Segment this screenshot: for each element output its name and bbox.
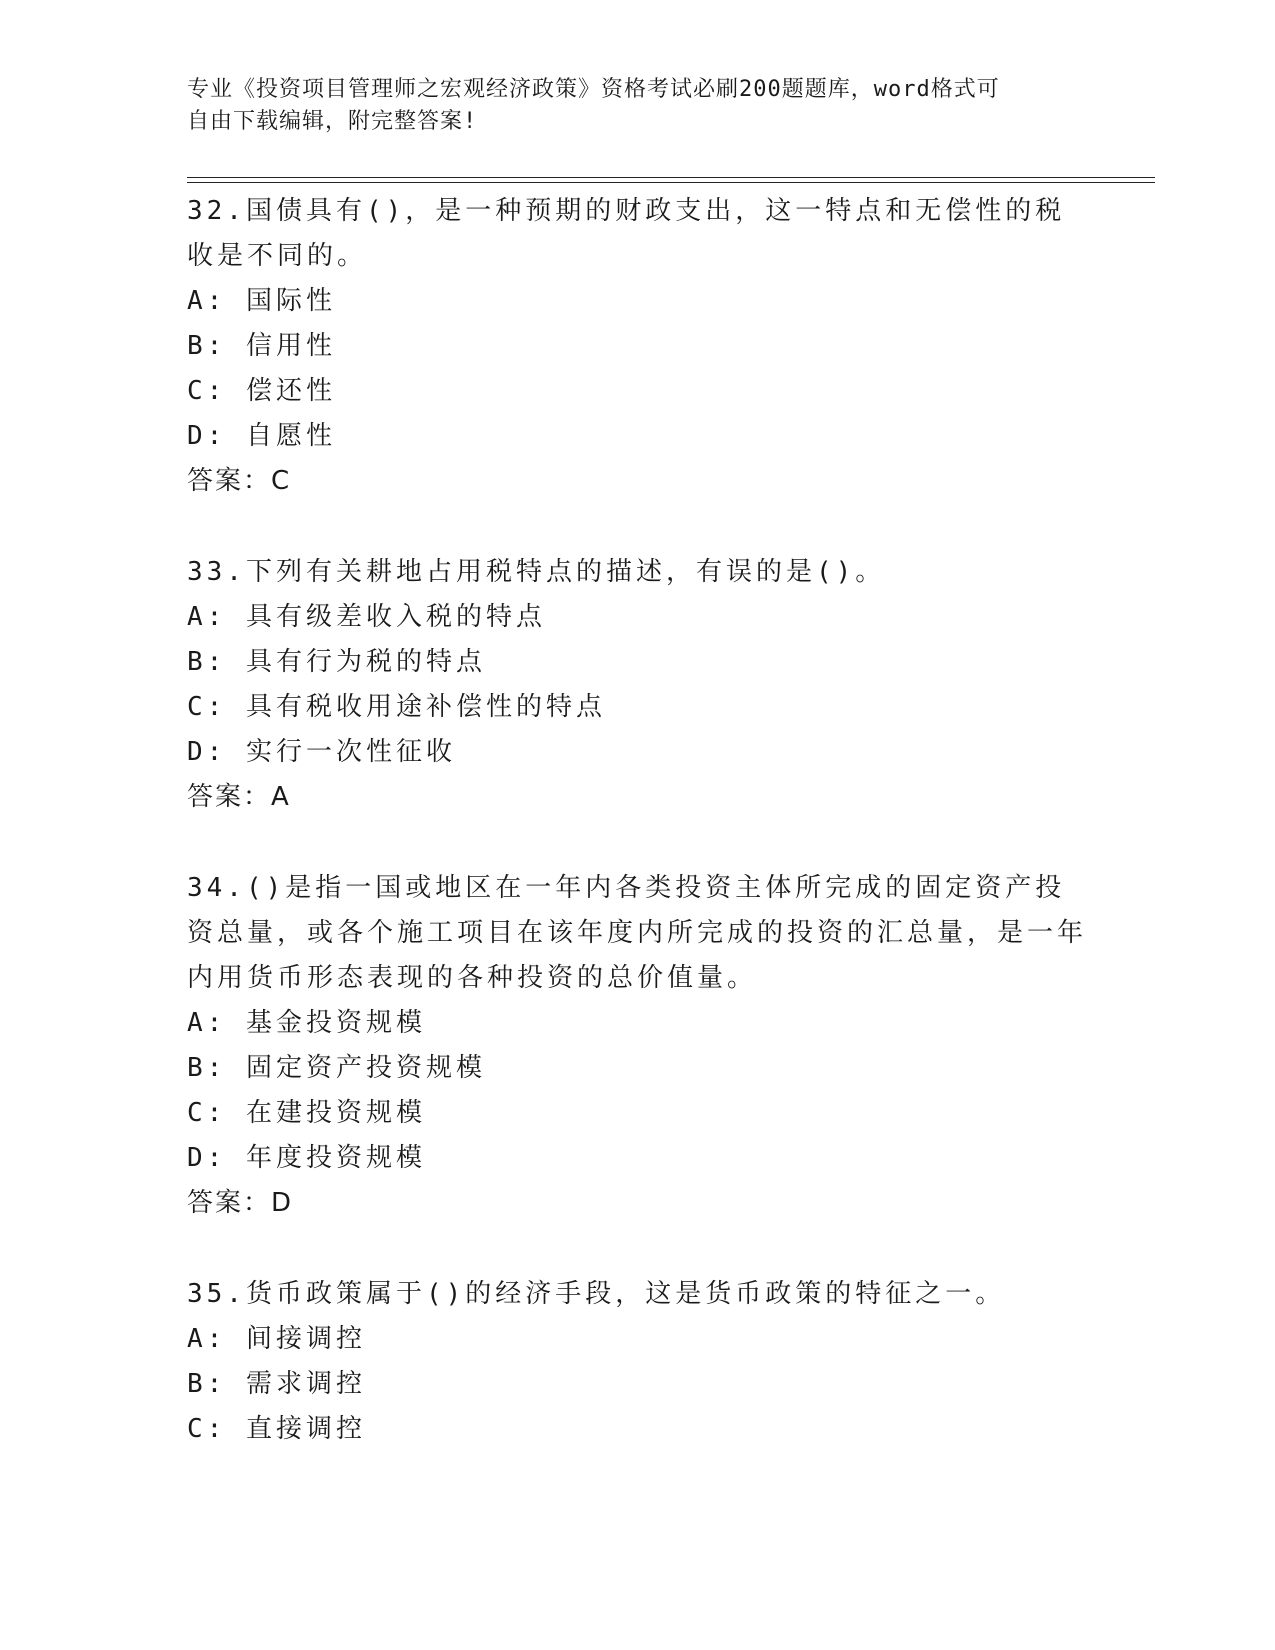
question-list xyxy=(187,189,1087,1498)
header-title-line-1: 专业《投资项目管理师之宏观经济政策》资格考试必刷200题题库，word格式可 xyxy=(187,77,1000,102)
option-a: A: 具有级差收入税的特点 xyxy=(187,602,546,632)
header-title-line-2: 自由下载编辑，附完整答案! xyxy=(187,109,478,134)
option-b: B: 具有行为税的特点 xyxy=(187,647,486,677)
document-header xyxy=(187,74,1067,138)
option-a: A: 基金投资规模 xyxy=(187,1008,426,1038)
answer-line: 答案：D xyxy=(187,1188,294,1218)
question-34 xyxy=(187,866,1087,1226)
answer-line: 答案：A xyxy=(187,782,291,812)
question-33 xyxy=(187,550,1087,820)
header-divider-top xyxy=(187,177,1155,178)
option-c: C: 在建投资规模 xyxy=(187,1098,426,1128)
option-d: D: 实行一次性征收 xyxy=(187,737,456,767)
answer-line: 答案：C xyxy=(187,466,292,496)
option-b: B: 需求调控 xyxy=(187,1369,366,1399)
option-a: A: 间接调控 xyxy=(187,1324,366,1354)
option-b: B: 固定资产投资规模 xyxy=(187,1053,486,1083)
question-stem: 34.()是指一国或地区在一年内各类投资主体所完成的固定资产投资总量，或各个施工项目在该年度内所完成的投资的汇总量，是一年内用货币形态表现的各种投资的总价值量。 xyxy=(187,873,1088,993)
option-b: B: 信用性 xyxy=(187,331,336,361)
question-35 xyxy=(187,1272,1087,1452)
option-c: C: 直接调控 xyxy=(187,1414,366,1444)
option-d: D: 年度投资规模 xyxy=(187,1143,426,1173)
question-32 xyxy=(187,189,1087,504)
question-stem: 32.国债具有()，是一种预期的财政支出，这一特点和无偿性的税收是不同的。 xyxy=(187,196,1066,271)
header-divider-bottom xyxy=(187,182,1155,183)
question-stem: 33.下列有关耕地占用税特点的描述，有误的是()。 xyxy=(187,557,886,587)
option-a: A: 国际性 xyxy=(187,286,336,316)
question-stem: 35.货币政策属于()的经济手段，这是货币政策的特征之一。 xyxy=(187,1279,1006,1309)
option-d: D: 自愿性 xyxy=(187,421,336,451)
option-c: C: 具有税收用途补偿性的特点 xyxy=(187,692,606,722)
option-c: C: 偿还性 xyxy=(187,376,336,406)
